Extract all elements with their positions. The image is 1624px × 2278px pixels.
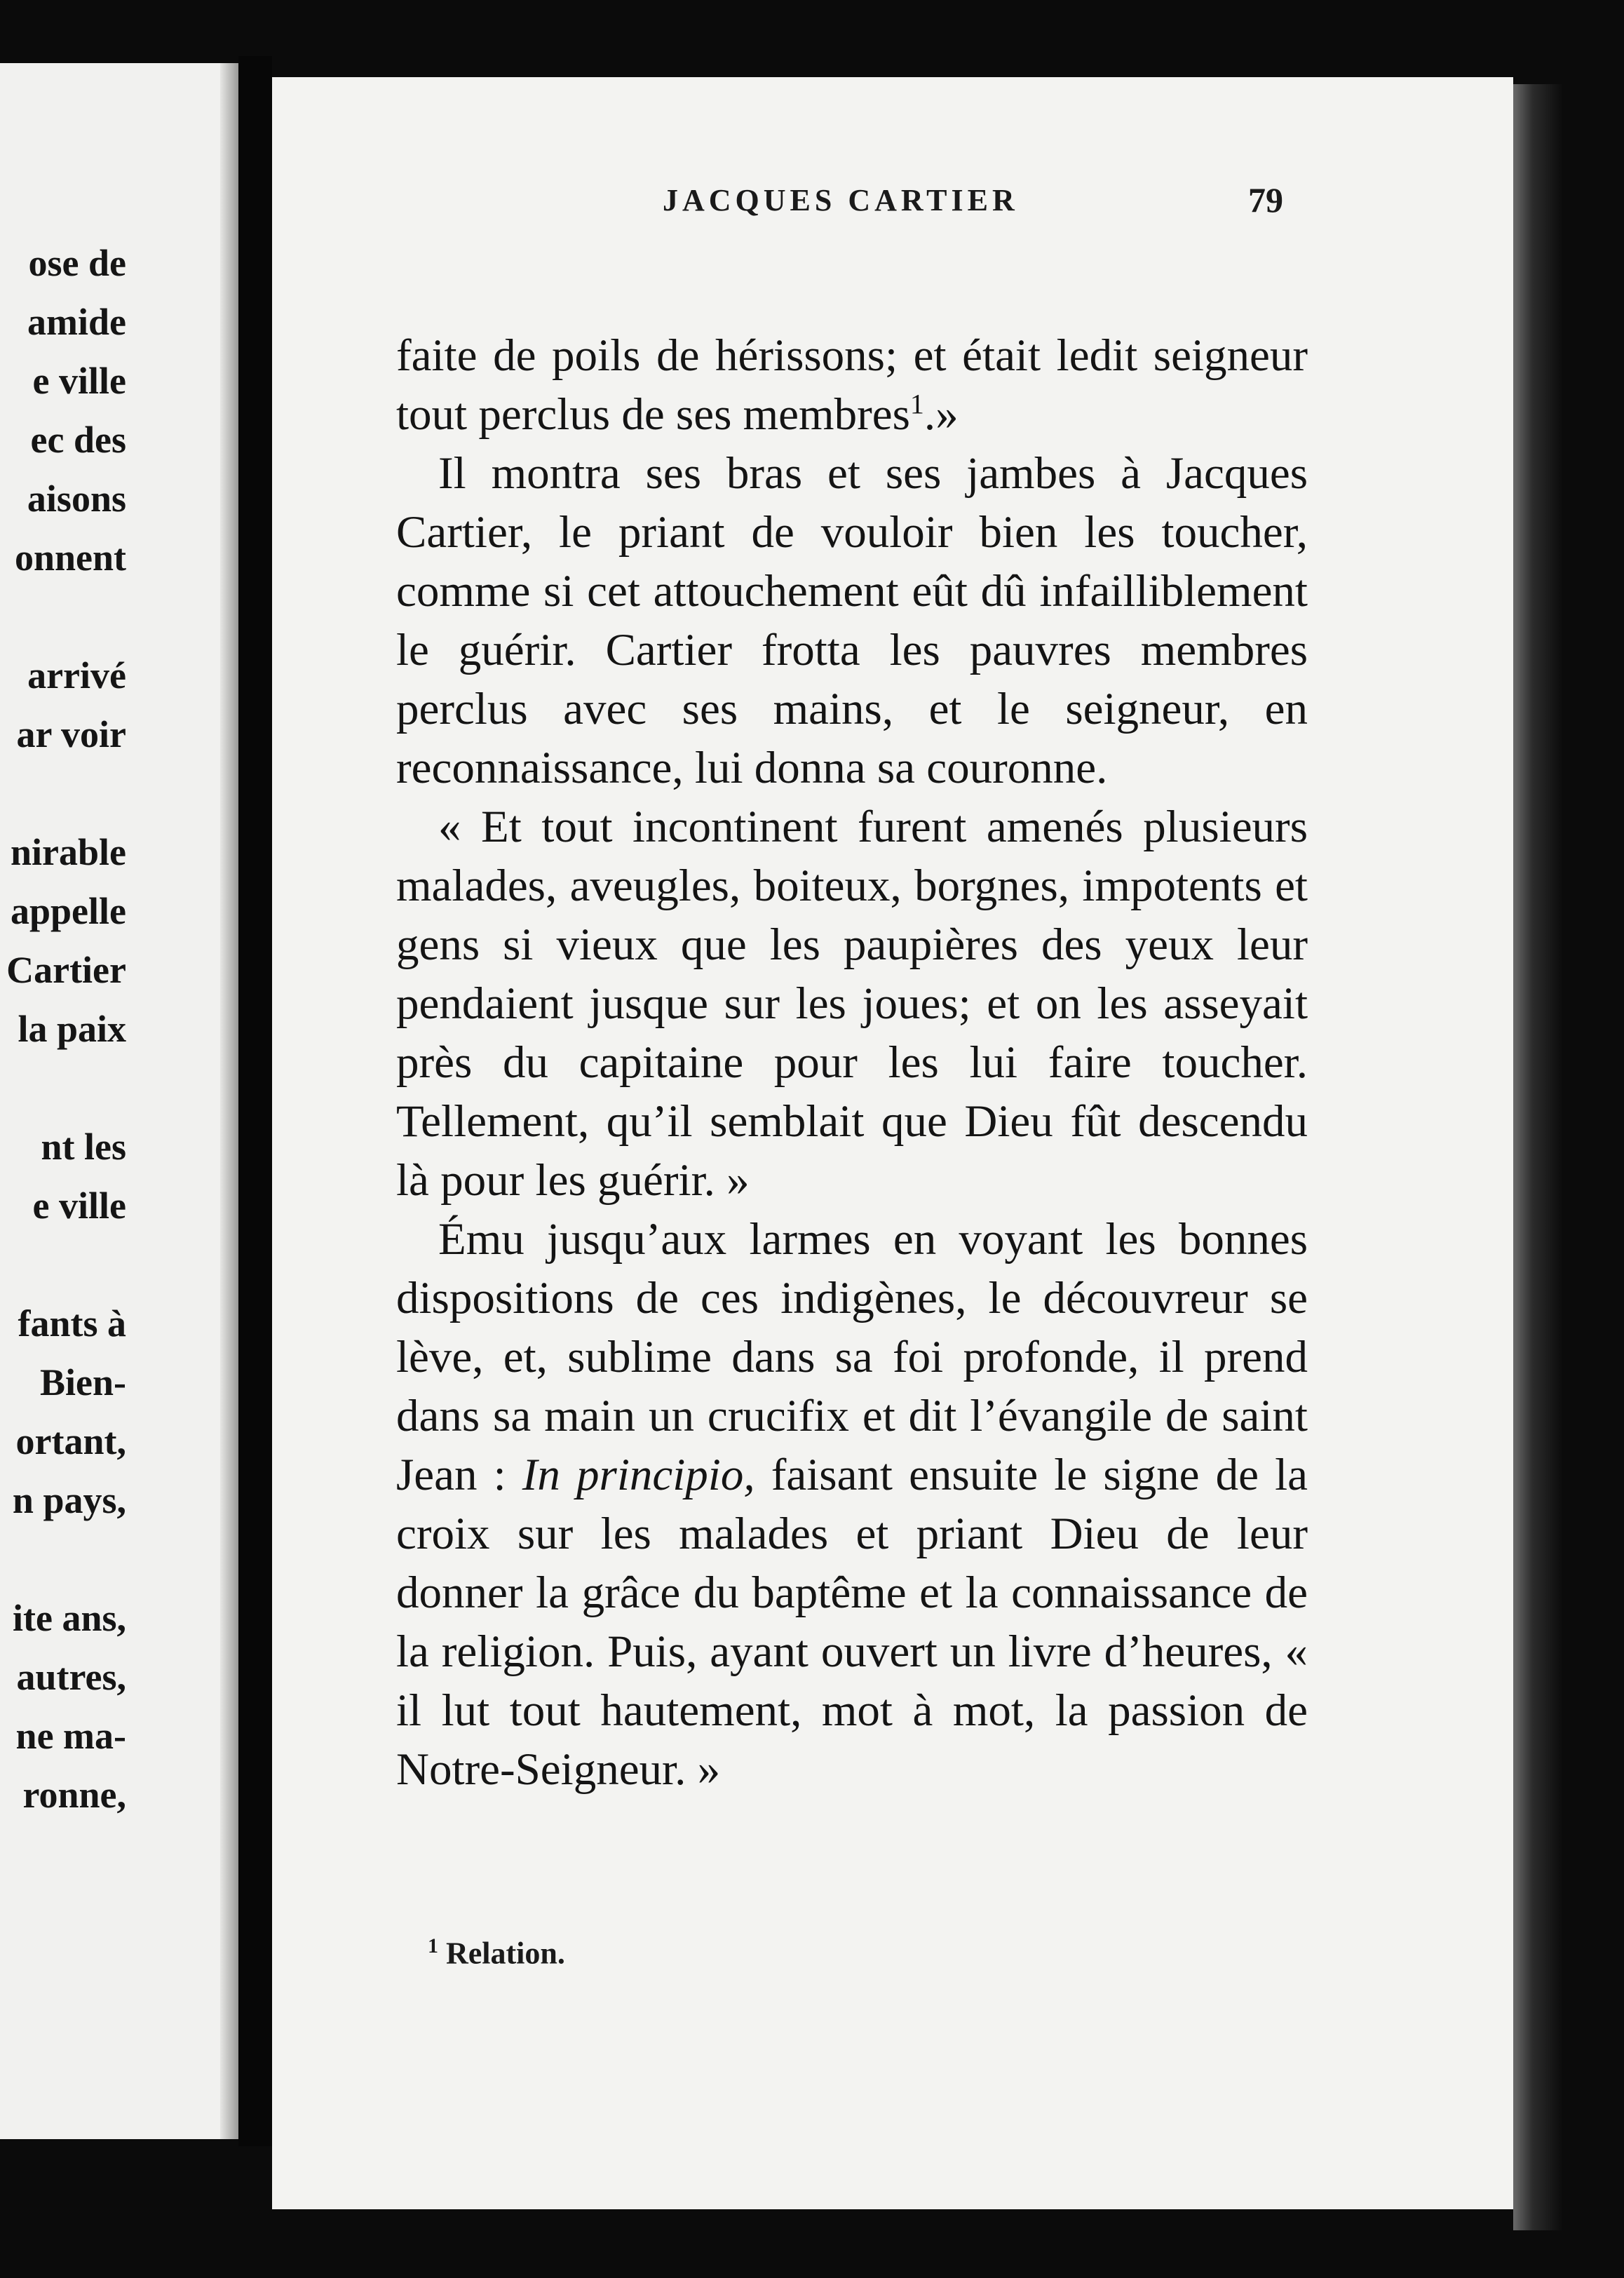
gutter-shadow — [220, 63, 238, 2139]
left-page-line: autres, — [16, 1656, 126, 1698]
paragraph-3: « Et tout incontinent furent amenés plusieurs malades, aveugles, boiteux, borgnes, impotents et gens si vieux que les paupières des yeux leur pendaient jusque sur les joues; et on les asseyait près du capitaine pour les lui faire toucher. Tellement, qu’il semblait que Dieu fût descendu là pour les guérir. » — [396, 802, 1308, 1206]
page-number: 79 — [1248, 180, 1283, 220]
left-page-line: ec des — [30, 419, 126, 461]
paragraph-1: faite de poils de hérissons; et était ledit seigneur tout perclus de ses membres$^1$.» — [396, 330, 1308, 440]
left-page-line: nirable — [10, 831, 126, 873]
book-spine — [238, 56, 272, 2146]
left-page-line: onnent — [14, 537, 126, 579]
left-page-line: la paix — [18, 1008, 126, 1050]
left-page-line: ite ans, — [13, 1597, 126, 1639]
left-page-line: ar voir — [16, 713, 126, 755]
running-title: JACQUES CARTIER — [663, 183, 1019, 217]
footnote — [428, 1934, 565, 1972]
left-page-line: e ville — [32, 360, 126, 402]
left-page-line: arrivé — [27, 654, 126, 696]
left-page-line: ose de — [28, 242, 126, 284]
footnote-reference: 1 — [909, 388, 924, 420]
paragraph-2: Il montra ses bras et ses jambes à Jacques Cartier, le priant de vouloir bien les toucher, comme si cet attouchement eût dû infailliblement le guérir. Cartier frotta les pauvres membres perclus avec ses mains, et le seigneur, en reconnaissance, lui donna sa couronne. — [396, 448, 1308, 793]
left-page-line: appelle — [10, 890, 126, 932]
left-page — [0, 63, 238, 2139]
left-page-line: fants à — [18, 1302, 126, 1344]
footnote-text: Relation. — [446, 1936, 565, 1971]
paragraph-4: Ému jusqu’aux larmes en voyant les bonnes dispositions de ces indigènes, le découvreur se lève, et, sublime dans sa foi profonde, il prend dans sa main un crucifix et dit l’évangile de saint Jean : In principio, faisant ensuite le signe de la croix sur les malades et priant Dieu de leur donner la grâce du baptême et la connaissance de la religion. Puis, ayant ouvert un livre d’heures, « il lut tout hautement, mot à mot, la passion de Notre-Seigneur. » — [396, 1214, 1308, 1795]
left-page-line: amide — [27, 301, 126, 343]
body-text — [396, 326, 1308, 1799]
page-edge — [1513, 84, 1562, 2230]
left-page-line: n pays, — [12, 1479, 126, 1521]
running-header — [389, 182, 1283, 231]
footnote-mark: 1 — [428, 1934, 438, 1957]
left-page-line: Cartier — [6, 949, 126, 991]
latin-quote: In principio, — [522, 1450, 755, 1500]
left-page-line: ronne, — [22, 1774, 126, 1816]
left-page-line: ortant, — [15, 1420, 126, 1462]
left-page-line: nt les — [41, 1126, 126, 1168]
left-page-line: ne ma- — [15, 1715, 126, 1757]
left-page-line: aisons — [27, 478, 126, 520]
left-page-line: Bien- — [39, 1361, 126, 1403]
left-page-line: e ville — [32, 1185, 126, 1227]
